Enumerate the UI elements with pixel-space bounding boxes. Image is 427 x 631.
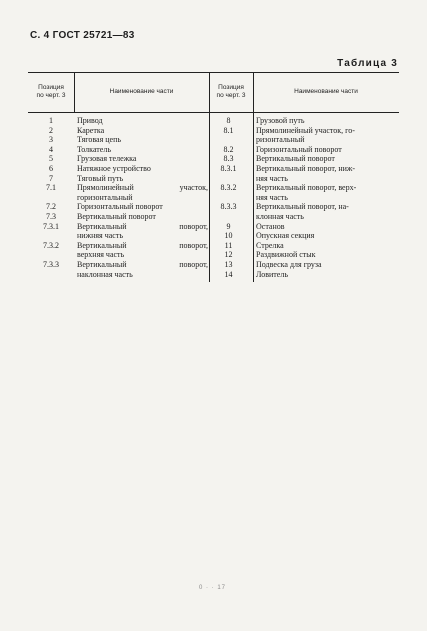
- cell-name-left: нижняя часть: [77, 231, 123, 241]
- cell-name-left: Вертикальный поворот,: [77, 260, 208, 269]
- cell-name-right: Ловитель: [256, 269, 288, 279]
- table-row: [28, 193, 399, 202]
- header-position-left: Позиция по черт. 3: [36, 84, 66, 99]
- table-row: [28, 145, 399, 154]
- cell-position-left: 5: [49, 154, 53, 164]
- footer-mark: 0 · · 17: [199, 585, 227, 591]
- cell-name-right: няя часть: [256, 192, 288, 202]
- cell-name-left: Толкатель: [77, 144, 111, 154]
- cell-name-left: Грузовая тележка: [77, 154, 137, 164]
- cell-name-right: няя часть: [256, 173, 288, 183]
- cell-position-right: 8.1: [223, 125, 234, 135]
- cell-position-left: 7.2: [46, 202, 56, 212]
- table-row: [28, 135, 399, 144]
- cell-name-left: Горизонтальный поворот: [77, 202, 163, 212]
- table-row: [28, 270, 399, 279]
- cell-name-left: Тяговый путь: [77, 173, 124, 183]
- cell-name-right: Стрелка: [256, 240, 284, 250]
- cell-position-left: 7.3: [46, 212, 56, 221]
- cell-position-right: 14: [224, 269, 233, 279]
- cell-position-left: 4: [49, 144, 53, 154]
- cell-name-left: Прямолинейный участок,: [77, 183, 208, 193]
- cell-position-right: 8.3.3: [220, 202, 237, 212]
- header-name-right: Наименование части: [294, 88, 358, 95]
- header-name-left: Наименование части: [109, 88, 174, 95]
- cell-name-right: Вертикальный поворот: [256, 154, 335, 164]
- header-position-right: Позиция по черт. 3: [216, 84, 246, 99]
- table-row: [28, 116, 399, 125]
- table-header-rule: [28, 112, 399, 113]
- cell-name-left: Привод: [77, 116, 103, 125]
- cell-position-left: 7: [49, 173, 53, 183]
- cell-name-right: Прямолинейный участок, го-: [256, 125, 355, 135]
- table-row: [28, 212, 399, 221]
- cell-name-right: Вертикальный поворот, на-: [256, 202, 349, 212]
- cell-position-left: 1: [49, 116, 53, 125]
- cell-position-left: 7.3.2: [43, 240, 59, 250]
- cell-name-right: ризонтальный: [256, 135, 305, 145]
- cell-position-right: 8: [226, 116, 231, 125]
- cell-name-right: Вертикальный поворот, ниж-: [256, 164, 356, 173]
- table-row: [28, 222, 399, 231]
- cell-name-left: Вертикальный поворот,: [77, 221, 208, 231]
- cell-position-right: 11: [224, 240, 233, 250]
- cell-position-right: 10: [224, 231, 233, 241]
- cell-name-left: Каретка: [77, 125, 105, 135]
- cell-position-left: 7.3.3: [43, 260, 59, 269]
- cell-name-right: Останов: [256, 221, 285, 231]
- cell-name-right: Раздвижной стык: [256, 250, 316, 260]
- table-top-rule: [28, 72, 399, 73]
- cell-name-left: Тяговая цепь: [77, 135, 122, 145]
- table-title: Таблица 3: [337, 58, 398, 69]
- cell-position-right: 8.3.1: [220, 164, 237, 173]
- cell-position-left: 2: [49, 125, 53, 135]
- table-row: [28, 164, 399, 173]
- table-row: [28, 183, 399, 192]
- cell-position-right: 8.3: [223, 154, 234, 164]
- cell-position-right: 8.3.2: [220, 183, 237, 193]
- table-row: [28, 174, 399, 183]
- cell-position-left: 6: [49, 164, 53, 173]
- table-row: [28, 154, 399, 163]
- cell-name-left: Вертикальный поворот: [77, 212, 156, 221]
- table-row: [28, 126, 399, 135]
- cell-position-left: 3: [49, 135, 53, 145]
- page-header: С. 4 ГОСТ 25721—83: [30, 30, 135, 41]
- table-row: [28, 260, 399, 269]
- cell-name-right: Вертикальный поворот, верх-: [256, 183, 357, 193]
- parts-table: [28, 72, 399, 282]
- cell-position-right: 13: [224, 260, 233, 269]
- cell-name-left: верхняя часть: [77, 250, 125, 260]
- cell-position-right: 12: [224, 250, 233, 260]
- cell-name-right: Опускная секция: [256, 231, 315, 241]
- cell-position-left: 7.3.1: [43, 221, 59, 231]
- table-row: [28, 231, 399, 240]
- table-row: [28, 241, 399, 250]
- cell-position-right: 8.2: [223, 144, 234, 154]
- cell-name-left: Вертикальный поворот,: [77, 240, 208, 250]
- table-row: [28, 250, 399, 259]
- cell-name-right: клонная часть: [256, 212, 304, 221]
- cell-position-left: 7.1: [46, 183, 56, 193]
- cell-name-right: Горизонтальный поворот: [256, 144, 342, 154]
- cell-name-left: горизонтальный: [77, 192, 133, 202]
- cell-name-left: наклонная часть: [77, 269, 133, 279]
- cell-position-right: 9: [226, 221, 231, 231]
- cell-name-left: Натяжное устройство: [77, 164, 151, 173]
- table-row: [28, 202, 399, 211]
- cell-name-right: Грузовой путь: [256, 116, 305, 125]
- cell-name-right: Подвеска для груза: [256, 260, 322, 269]
